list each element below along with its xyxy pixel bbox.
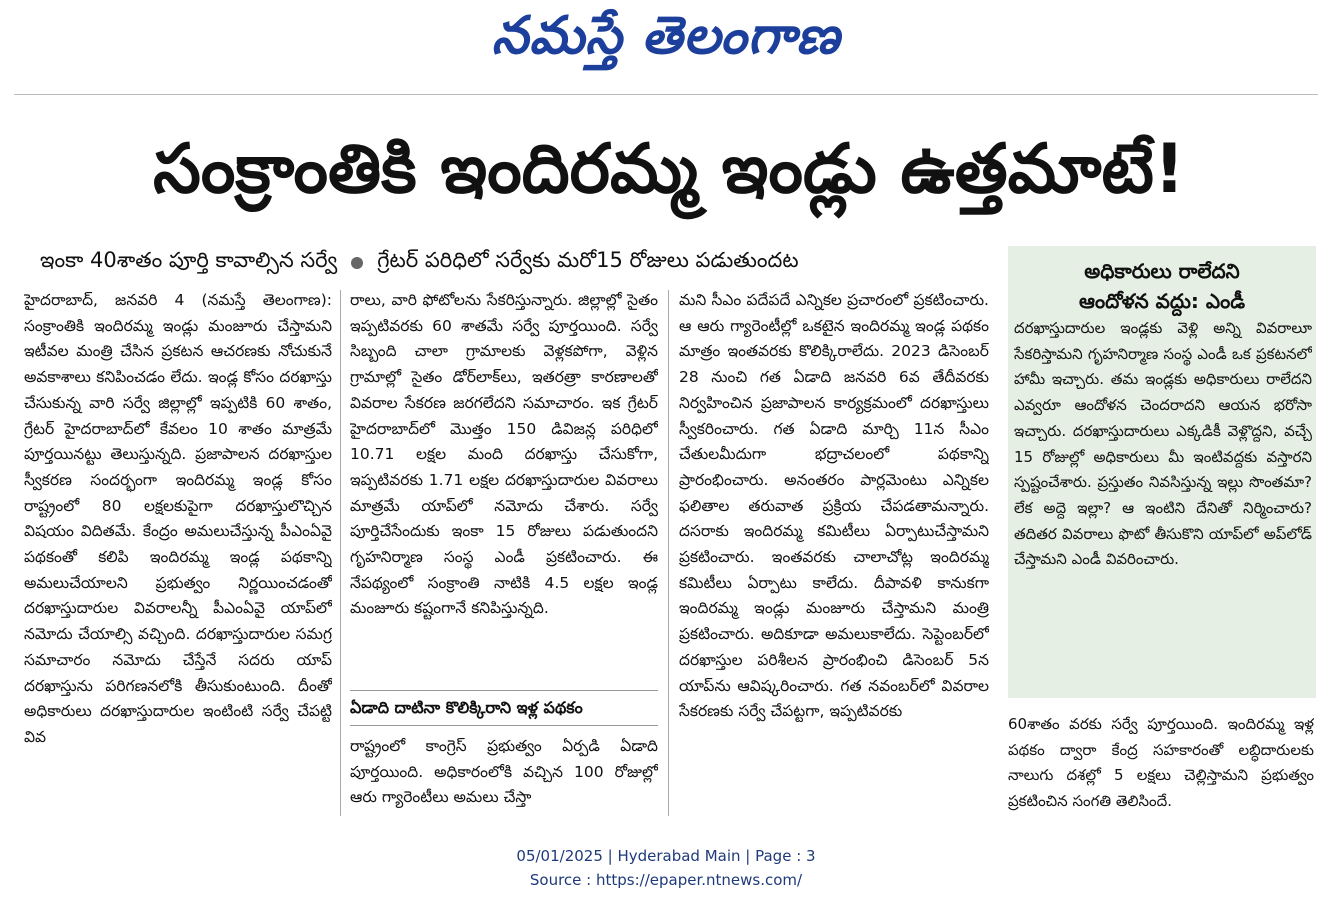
masthead-rule <box>14 94 1318 95</box>
footer-date-edition: 05/01/2025 | Hyderabad Main | Page : 3 <box>516 847 816 865</box>
subdeck-left: ఇంకా 40శాతం పూర్తి కావాల్సిన సర్వే <box>40 248 338 272</box>
sidebar-title-line1: అధికారులు రాలేదని <box>1084 259 1240 283</box>
article-text: హైదరాబాద్, జనవరి 4 (నమస్తే తెలంగాణ): సంక్రాంతికి ఇందిరమ్మ ఇండ్లు మంజూరు చేస్తామని ఇటీవల మంత్రి చేసిన ప్రకటన ఆచరణకు నోచుకునే అవకాశాలు కనిపించడం లేదు. ఇండ్ల కోసం దరఖాస్తు చేసుకున్న వారి సర్వే జిల్లాల్లో ఇప్పటికి 60 శాతం, గ్రేటర్ హైదరాబాద్‌లో కేవలం 10 శాతం మాత్రమే పూర్తయినట్టు తెలుస్తున్నది. ప్రజాపాలన దరఖాస్తుల స్వీకరణ సందర్భంగా ఇందిరమ్మ ఇండ్ల కోసం రాష్ట్రంలో 80 లక్షలకుపైగా దరఖాస్తులొచ్చిన విషయం విదితమే. కేంద్రం అమలుచేస్తున్న పీఎంఏవై పథకంతో కలిపి ఇందిరమ్మ ఇండ్ల పథకాన్ని అమలుచేయాలని ప్రభుత్వం నిర్ణయించడంతో దరఖాస్తుదారుల వివరాలన్నీ పీఎంఏవై యాప్‌లో నమోదు చేయాల్సి వచ్చింది. దరఖాస్తుదారుల సమగ్ర సమాచారం నమోదు చేస్తేనే సదరు యాప్ దరఖాస్తును పరిగణనలోకి తీసుకుంటుంది. దీంతో అధికారులు దరఖాస్తుదారుల ఇంటింటి సర్వే చేపట్టి వివ <box>24 291 332 746</box>
sidebar-body <box>1014 316 1312 692</box>
footer-source: Source : https://epaper.ntnews.com/ <box>529 871 803 889</box>
article-text: 60శాతం వరకు సర్వే పూర్తయింది. ఇందిరమ్మ ఇళ్ల పథకం ద్వారా కేంద్ర సహకారంతో లబ్ధిదారులకు నాలుగు దశల్లో 5 లక్షలు చెల్లిస్తామని ప్రభుత్వం ప్రకటించిన సంగతి తెలిసిందే. <box>1008 715 1314 811</box>
subdeck-right: గ్రేటర్ పరిధిలో సర్వేకు మరో15 రోజులు పడుతుందట <box>377 248 799 272</box>
sidebar-text: దరఖాస్తుదారుల ఇండ్లకు వెళ్లి అన్ని వివరాలూ సేకరిస్తామని గృహనిర్మాణ సంస్థ ఎండీ ఒక ప్రకటనలో హామీ ఇచ్చారు. తమ ఇండ్లకు అధికారులు రాలేదని ఎవ్వరూ ఆందోళన చెందరాదని ఆయన భరోసా ఇచ్చారు. దరఖాస్తుదారులు ఎక్కడికీ వెళ్లొద్దని, వచ్చే 15 రోజుల్లో అధికారులు మీ ఇంటివద్దకు వస్తారని స్పష్టంచేశారు. ప్రస్తుతం నివసిస్తున్న ఇల్లు సొంతమా? లేక అద్దె ఇల్లా? ఆ ఇంటిని దేనితో నిర్మించారు? తదితర వివరాలు ఫొటో తీసుకొని యాప్‌లో అప్‌లోడ్ చేస్తామని ఎండీ వివరించారు. <box>1014 319 1312 569</box>
article-subhead: ఏడాది దాటినా కొలిక్కిరాని ఇళ్ల పథకం <box>350 690 658 726</box>
sidebar-title <box>1008 256 1316 316</box>
article-column-3 <box>679 288 989 818</box>
logo-text: నమస్తే తెలంగాణ <box>491 5 841 66</box>
article-text: మని సీఎం పదేపదే ఎన్నికల ప్రచారంలో ప్రకటించారు. ఆ ఆరు గ్యారెంటీల్లో ఒకటైన ఇందిరమ్మ ఇండ్ల పథకం మాత్రం ఇంతవరకు కొలిక్కిరాలేదు. 2023 డిసెంబర్ 28 నుంచి గత ఏడాది జనవరి 6వ తేదీవరకు నిర్వహించిన ప్రజాపాలన కార్యక్రమంలో దరఖాస్తులు స్వీకరించారు. గత ఏడాది మార్చి 11న సీఎం చేతులమీదుగా భద్రాచలంలో పథకాన్ని ప్రారంభించారు. అనంతరం పార్లమెంటు ఎన్నికల ఫలితాల తరువాత ప్రక్రియ చేపడతామన్నారు. దసరాకు ఇందిరమ్మ కమిటీలు ఏర్పాటుచేస్తామని ప్రకటించారు. ఇంతవరకు చాలాచోట్ల ఇందిరమ్మ కమిటీలు ఏర్పాటు కాలేదు. దీపావళి కానుకగా ఇందిరమ్మ ఇండ్లు మంజూరు చేస్తామని మంత్రి ప్రకటించారు. అదికూడా అమలుకాలేదు. సెప్టెంబర్‌లో దరఖాస్తుల పరిశీలన ప్రారంభించి డిసెంబర్ 5న యాప్‌ను ఆవిష్కరించారు. గత నవంబర్‌లో వివరాల సేకరణకు సర్వే చేపట్టగా, ఇప్పటివరకు <box>679 291 989 721</box>
article-column-4 <box>1008 712 1314 818</box>
column-divider <box>668 290 669 816</box>
footer <box>0 844 1332 892</box>
article-column-2-continued <box>350 734 658 818</box>
article-column-1 <box>24 288 332 818</box>
article-text: రాలు, వారి ఫోటోలను సేకరిస్తున్నారు. జిల్లాల్లో సైతం ఇప్పటివరకు 60 శాతమే సర్వే పూర్తయింది. సర్వే సిబ్బంది చాలా గ్రామాలకు వెళ్లకపోగా, వెళ్లిన గ్రామాల్లో సైతం డోర్‌లాక్‌లు, ఇతరత్రా కారణాలతో వివరాల సేకరణ జరగలేదని సమాచారం. ఇక గ్రేటర్ హైదరాబాద్‌లో మొత్తం 150 డివిజన్ల పరిధిలో 10.71 లక్షల మంది దరఖాస్తు చేసుకోగా, ఇప్పటివరకు 1.71 లక్షల దరఖాస్తుదారుల వివరాలు మాత్రమే యాప్‌లో నమోదు చేశారు. సర్వే పూర్తిచేసేందుకు ఇంకా 15 రోజులు పడుతుందని గృహనిర్మాణ సంస్థ ఎండీ ప్రకటించారు. ఈ నేపథ్యంలో సంక్రాంతి నాటికి 4.5 లక్షల ఇండ్ల మంజూరు కష్టంగానే కనిపిస్తున్నది. <box>350 291 658 618</box>
article-text: రాష్ట్రంలో కాంగ్రెస్ ప్రభుత్వం ఏర్పడి ఏడాది పూర్తయింది. అధికారంలోకి వచ్చిన 100 రోజుల్లో ఆరు గ్యారెంటీలు అమలు చేస్తా <box>350 737 658 807</box>
article-column-2 <box>350 288 658 688</box>
sidebar-title-line2: ఆందోళన వద్దు: ఎండీ <box>1078 289 1246 313</box>
masthead-logo <box>0 0 1332 84</box>
headline: సంక్రాంతికి ఇందిరమ్మ ఇండ్లు ఉత్తమాటే! <box>153 130 1185 209</box>
column-divider <box>340 290 341 816</box>
subdeck <box>40 248 990 278</box>
bullet-icon <box>351 257 363 269</box>
